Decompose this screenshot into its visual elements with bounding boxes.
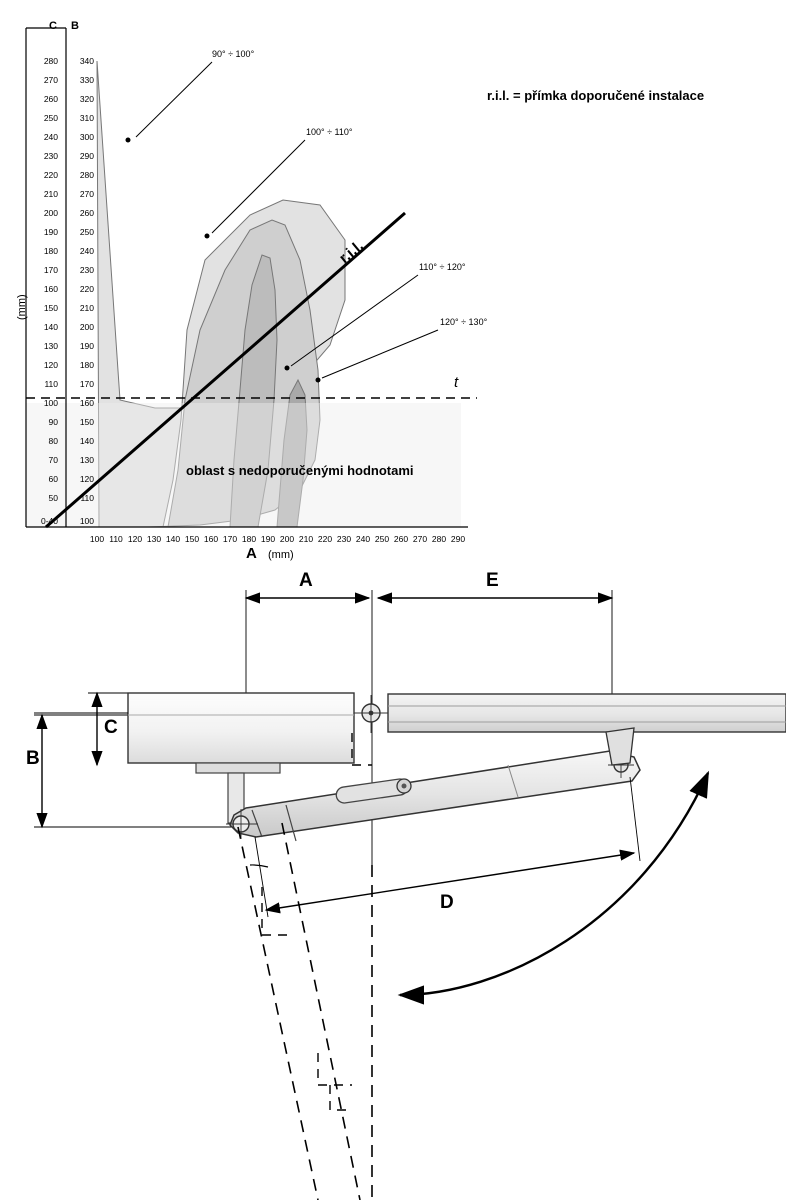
c-tick: 70 bbox=[48, 455, 58, 465]
hinge-detail-1 bbox=[262, 887, 292, 935]
a-tick: 200 bbox=[279, 534, 295, 544]
c-tick: 190 bbox=[43, 227, 58, 237]
marker-dot bbox=[285, 366, 290, 371]
zone-100-110-label: 100° ÷ 110° bbox=[306, 127, 353, 137]
c-tick: 200 bbox=[43, 208, 58, 218]
axis-label-c: C bbox=[49, 20, 57, 32]
a-tick: 270 bbox=[412, 534, 428, 544]
a-tick: 100 bbox=[89, 534, 105, 544]
mechanical-graphics bbox=[0, 565, 786, 1200]
a-tick: 240 bbox=[355, 534, 371, 544]
door-edge-left bbox=[238, 827, 318, 1200]
b-tick: 240 bbox=[79, 246, 94, 256]
c-tick: 280 bbox=[43, 56, 58, 66]
dim-e-label: E bbox=[486, 570, 499, 591]
b-tick: 270 bbox=[79, 189, 94, 199]
b-tick: 150 bbox=[79, 417, 94, 427]
c-tick: 230 bbox=[43, 151, 58, 161]
ril-label: r.i.l. bbox=[336, 237, 367, 267]
axis-label-b: B bbox=[71, 20, 79, 32]
c-tick: 260 bbox=[43, 94, 58, 104]
c-tick: 240 bbox=[43, 132, 58, 142]
b-tick: 120 bbox=[79, 474, 94, 484]
door-edge-right bbox=[282, 823, 360, 1200]
b-tick: 340 bbox=[79, 56, 94, 66]
door-closer-mechanical-drawing bbox=[0, 565, 786, 1200]
b-tick: 140 bbox=[79, 436, 94, 446]
b-tick: 230 bbox=[79, 265, 94, 275]
not-recommended-region-label: oblast s nedoporučenými hodnotami bbox=[186, 463, 414, 478]
c-tick: 0-40 bbox=[40, 516, 58, 526]
b-tick: 210 bbox=[79, 303, 94, 313]
hinge-angle-arc bbox=[250, 865, 268, 867]
a-tick: 110 bbox=[109, 534, 123, 544]
closer-arm bbox=[230, 751, 640, 841]
c-tick: 120 bbox=[43, 360, 58, 370]
b-tick: 290 bbox=[79, 151, 94, 161]
b-tick: 220 bbox=[79, 284, 94, 294]
b-tick: 190 bbox=[79, 341, 94, 351]
b-tick: 160 bbox=[79, 398, 94, 408]
c-tick: 220 bbox=[43, 170, 58, 180]
a-tick: 160 bbox=[203, 534, 219, 544]
dim-c-label: C bbox=[104, 717, 118, 738]
c-tick: 130 bbox=[43, 341, 58, 351]
b-tick: 320 bbox=[79, 94, 94, 104]
b-tick: 250 bbox=[79, 227, 94, 237]
c-tick: 80 bbox=[48, 436, 58, 446]
b-tick: 300 bbox=[79, 132, 94, 142]
b-tick: 110 bbox=[80, 493, 94, 503]
marker-dot bbox=[126, 138, 131, 143]
b-tick: 280 bbox=[79, 170, 94, 180]
callout-leader-90-100 bbox=[136, 62, 212, 137]
c-tick: 50 bbox=[48, 493, 58, 503]
c-tick: 150 bbox=[43, 303, 58, 313]
callout-leader-120-130 bbox=[322, 330, 438, 378]
ril-legend-note: r.i.l. = přímka doporučené instalace bbox=[487, 88, 705, 103]
b-tick: 200 bbox=[79, 322, 94, 332]
a-tick: 140 bbox=[165, 534, 181, 544]
a-tick: 150 bbox=[184, 534, 200, 544]
c-tick: 60 bbox=[48, 474, 58, 484]
arm-slot-screw-center bbox=[402, 784, 407, 789]
b-tick: 130 bbox=[79, 455, 94, 465]
c-tick: 210 bbox=[43, 189, 58, 199]
chart-graphics bbox=[0, 0, 786, 565]
c-tick: 140 bbox=[43, 322, 58, 332]
y-axis-unit: (mm) bbox=[16, 294, 28, 320]
a-tick: 190 bbox=[260, 534, 276, 544]
x-axis-label: A bbox=[246, 545, 257, 562]
c-tick: 110 bbox=[44, 379, 58, 389]
a-tick: 290 bbox=[450, 534, 466, 544]
c-tick: 100 bbox=[43, 398, 58, 408]
b-tick: 310 bbox=[79, 113, 94, 123]
c-tick: 160 bbox=[43, 284, 58, 294]
a-tick: 250 bbox=[374, 534, 390, 544]
closer-body bbox=[128, 693, 354, 763]
b-tick: 170 bbox=[79, 379, 94, 389]
a-tick: 130 bbox=[146, 534, 162, 544]
a-tick: 210 bbox=[298, 534, 314, 544]
marker-dot bbox=[316, 378, 321, 383]
c-tick: 250 bbox=[43, 113, 58, 123]
t-label: t bbox=[454, 374, 459, 391]
c-tick: 270 bbox=[43, 75, 58, 85]
a-tick: 180 bbox=[241, 534, 257, 544]
b-tick: 330 bbox=[79, 75, 94, 85]
b-tick: 260 bbox=[79, 208, 94, 218]
zone-90-100-label: 90° ÷ 100° bbox=[212, 49, 255, 59]
dim-a-label: A bbox=[299, 570, 313, 591]
installation-zone-chart bbox=[0, 0, 786, 565]
marker-dot bbox=[205, 234, 210, 239]
a-tick: 260 bbox=[393, 534, 409, 544]
slide-rail bbox=[388, 694, 786, 732]
a-tick: 230 bbox=[336, 534, 352, 544]
dim-d-ext-right bbox=[630, 777, 640, 861]
closer-body-hidden bbox=[352, 733, 372, 765]
a-tick: 220 bbox=[317, 534, 333, 544]
zone-120-130-label: 120° ÷ 130° bbox=[440, 317, 488, 327]
a-tick: 170 bbox=[222, 534, 238, 544]
dim-b-label: B bbox=[26, 748, 40, 769]
c-tick: 180 bbox=[43, 246, 58, 256]
c-tick: 170 bbox=[43, 265, 58, 275]
x-axis-unit: (mm) bbox=[268, 549, 294, 561]
c-tick: 90 bbox=[48, 417, 58, 427]
b-tick: 180 bbox=[79, 360, 94, 370]
closer-mounting-plate bbox=[196, 763, 280, 773]
a-tick: 120 bbox=[127, 534, 143, 544]
dim-d-label: D bbox=[440, 892, 454, 913]
b-tick: 100 bbox=[79, 516, 94, 526]
zone-110-120-label: 110° ÷ 120° bbox=[419, 262, 466, 272]
door-hidden-outline bbox=[238, 823, 372, 1200]
a-tick: 280 bbox=[431, 534, 447, 544]
